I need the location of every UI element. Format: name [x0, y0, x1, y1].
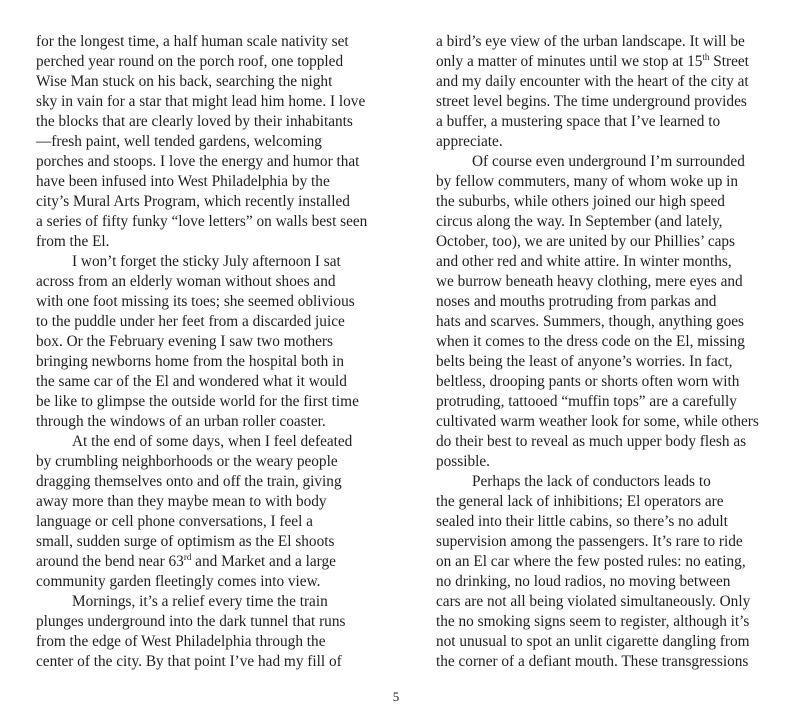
line-text: plunges underground into the dark tunnel that runs [36, 613, 346, 630]
line-text: small, sudden surge of optimism as the El shoots [36, 533, 335, 550]
text-line [36, 472, 366, 492]
text-line [436, 432, 766, 452]
text-line [436, 592, 766, 612]
text-line [36, 372, 366, 392]
text-line [436, 72, 766, 92]
line-text: with one foot missing its toes; she seemed oblivious [36, 293, 355, 310]
text-line [436, 532, 766, 552]
line-text: for the longest time, a half human scale nativity set [36, 33, 349, 50]
line-text: Wise Man stuck on his back, searching the night [36, 73, 333, 90]
line-text: supervision among the passengers. It’s rare to ride [436, 533, 743, 550]
line-text: from the edge of West Philadelphia through the [36, 633, 326, 650]
line-text: box. Or the February evening I saw two mothers [36, 333, 333, 350]
ordinal-superscript: rd [183, 552, 192, 562]
line-text: the same car of the El and wondered what it would [36, 373, 347, 390]
text-line [436, 152, 766, 172]
right-text-column [436, 32, 766, 672]
line-text: the no smoking signs seem to register, although it’s [436, 613, 750, 630]
line-text: noses and mouths protruding from parkas and [436, 293, 717, 310]
text-line [36, 132, 366, 152]
line-text: October, too), we are united by our Phillies’ caps [436, 233, 736, 250]
text-line [36, 172, 366, 192]
line-text: hats and scarves. Summers, though, anything goes [436, 313, 745, 330]
text-line [436, 112, 766, 132]
text-line [436, 192, 766, 212]
line-text: community garden fleetingly comes into view. [36, 573, 321, 590]
text-line [36, 392, 366, 412]
line-text: not unusual to spot an unlit cigarette dangling from [436, 633, 750, 650]
text-line [36, 292, 366, 312]
line-text: sky in vain for a star that might lead him home. I love [36, 93, 366, 110]
text-line [436, 32, 766, 52]
text-line [36, 492, 366, 512]
line-text: city’s Mural Arts Program, which recently installed [36, 193, 350, 210]
line-text: and my daily encounter with the heart of the city at [436, 73, 749, 90]
text-line [436, 572, 766, 592]
text-line [36, 652, 366, 672]
line-text: and other red and white attire. In winter months, [436, 253, 732, 270]
text-line [36, 232, 366, 252]
text-line [436, 292, 766, 312]
line-text: to the puddle under her feet from a discarded juice [36, 313, 345, 330]
line-text: Mornings, it’s a relief every time the train [72, 593, 328, 610]
text-line [436, 172, 766, 192]
left-text-column [36, 32, 366, 672]
line-text: the suburbs, while others joined our high speed [436, 193, 725, 210]
text-line [36, 52, 366, 72]
text-line [436, 52, 766, 72]
line-text: no drinking, no loud radios, no moving between [436, 573, 731, 590]
line-text: when it comes to the dress code on the El, missing [436, 333, 745, 350]
line-text: circus along the way. In September (and lately, [436, 213, 723, 230]
line-text: perched year round on the porch roof, one toppled [36, 53, 344, 70]
text-line [36, 552, 366, 572]
line-text: be like to glimpse the outside world for the first time [36, 393, 359, 410]
line-text: cars are not all being violated simultaneously. Only [436, 593, 751, 610]
line-text: through the windows of an urban roller coaster. [36, 413, 326, 430]
line-text: the corner of a defiant mouth. These transgressions [436, 653, 749, 670]
text-line [36, 312, 366, 332]
line-text-continued: Street [709, 53, 749, 70]
text-line [36, 192, 366, 212]
text-line [436, 232, 766, 252]
line-text: sealed into their little cabins, so there’s no adult [436, 513, 728, 530]
line-text: a series of fifty funky “love letters” on walls best seen [36, 213, 368, 230]
text-line [436, 132, 766, 152]
text-line [36, 532, 366, 552]
text-line [36, 212, 366, 232]
text-line [436, 492, 766, 512]
text-line [436, 252, 766, 272]
line-text: bringing newborns home from the hospital both in [36, 353, 345, 370]
text-line [436, 372, 766, 392]
text-line [36, 612, 366, 632]
line-text: a bird’s eye view of the urban landscape. It will be [436, 33, 745, 50]
line-text: street level begins. The time underground provides [436, 93, 747, 110]
line-text: Perhaps the lack of conductors leads to [472, 473, 711, 490]
line-text: across from an elderly woman without shoes and [36, 273, 336, 290]
line-text: cultivated warm weather look for some, while others [436, 413, 759, 430]
text-line [436, 352, 766, 372]
text-line [36, 412, 366, 432]
text-line [436, 452, 766, 472]
text-line [36, 632, 366, 652]
ordinal-superscript: th [702, 52, 710, 62]
text-line [36, 252, 366, 272]
line-text: do their best to reveal as much upper body flesh as [436, 433, 747, 450]
text-line [36, 452, 366, 472]
text-line [436, 272, 766, 292]
text-line [36, 592, 366, 612]
line-text-continued: and Market and a large [191, 553, 336, 570]
text-line [436, 212, 766, 232]
text-line [436, 552, 766, 572]
line-text: we burrow beneath heavy clothing, mere eyes and [436, 273, 743, 290]
line-text: center of the city. By that point I’ve had my fill of [36, 653, 342, 670]
text-line [36, 112, 366, 132]
text-line [436, 312, 766, 332]
line-text: appreciate. [436, 133, 503, 150]
line-text: from the El. [36, 233, 110, 250]
text-line [36, 72, 366, 92]
text-line [36, 332, 366, 352]
line-text: the blocks that are clearly loved by their inhabitants [36, 113, 353, 130]
line-text: language or cell phone conversations, I feel a [36, 513, 313, 530]
line-text: possible. [436, 453, 490, 470]
line-text: away more than they maybe mean to with body [36, 493, 327, 510]
text-line [436, 612, 766, 632]
line-text: dragging themselves onto and off the train, giving [36, 473, 342, 490]
text-line [436, 632, 766, 652]
text-line [36, 432, 366, 452]
line-text: protruding, tattooed “muffin tops” are a carefully [436, 393, 737, 410]
line-text: —fresh paint, well tended gardens, welcoming [36, 133, 322, 150]
line-text: only a matter of minutes until we stop at 15 [436, 53, 703, 70]
text-line [436, 392, 766, 412]
text-line [36, 572, 366, 592]
line-text: on an El car where the few posted rules: no eating, [436, 553, 746, 570]
text-line [36, 512, 366, 532]
text-line [36, 152, 366, 172]
text-line [436, 652, 766, 672]
line-text: by fellow commuters, many of whom woke up in [436, 173, 739, 190]
text-line [436, 412, 766, 432]
text-line [36, 352, 366, 372]
text-line [36, 32, 366, 52]
line-text: beltless, drooping pants or shorts often worn with [436, 373, 740, 390]
line-text: have been infused into West Philadelphia by the [36, 173, 330, 190]
text-line [436, 92, 766, 112]
text-line [36, 272, 366, 292]
text-line [36, 92, 366, 112]
text-line [436, 332, 766, 352]
line-text: Of course even underground I’m surrounded [472, 153, 745, 170]
page-number: 5 [392, 689, 400, 704]
line-text: At the end of some days, when I feel defeated [72, 433, 353, 450]
text-line [436, 472, 766, 492]
line-text: a buffer, a mustering space that I’ve learned to [436, 113, 721, 130]
line-text: I won’t forget the sticky July afternoon I sat [72, 253, 341, 270]
text-line [436, 512, 766, 532]
line-text: belts being the least of anyone’s worries. In fact, [436, 353, 733, 370]
line-text: by crumbling neighborhoods or the weary people [36, 453, 338, 470]
line-text: around the bend near 63 [36, 553, 184, 570]
line-text: the general lack of inhibitions; El operators are [436, 493, 724, 510]
line-text: porches and stoops. I love the energy and humor that [36, 153, 360, 170]
